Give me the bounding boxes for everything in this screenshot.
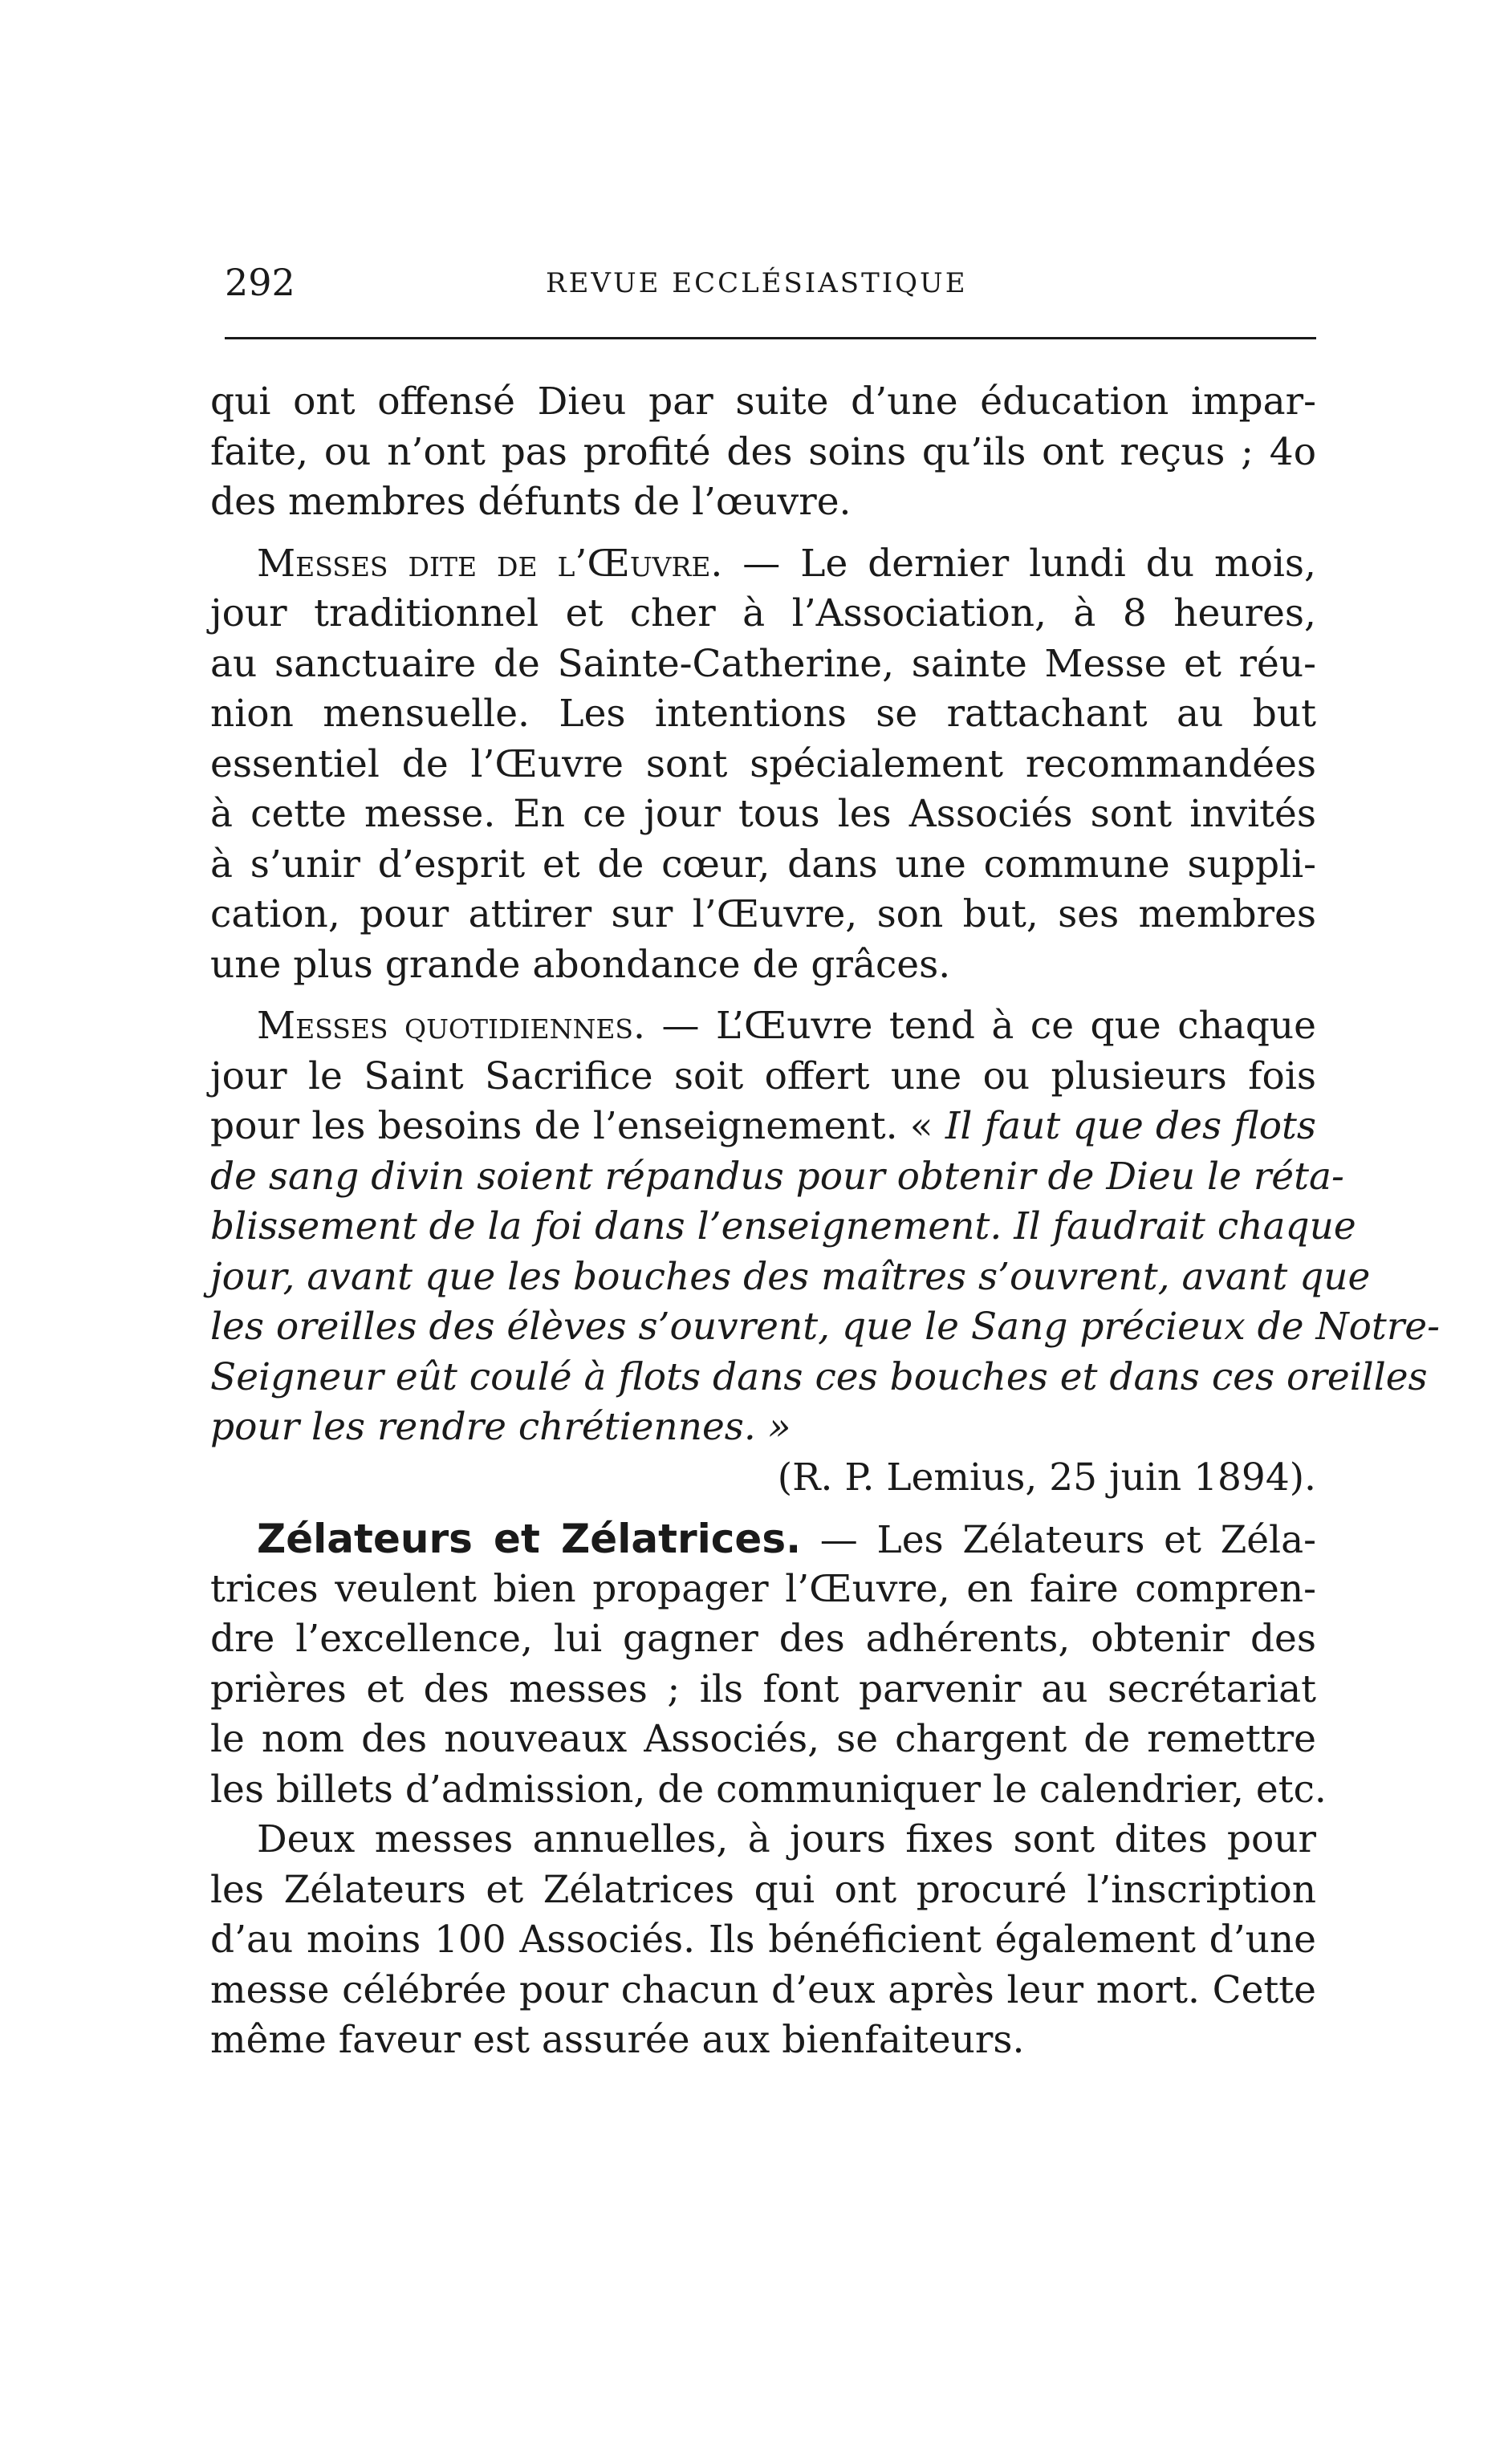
section-heading: Zélateurs et Zélatrices. — [257, 1516, 802, 1562]
text-line: au sanctuaire de Sainte-Catherine, sainte Messe et réu- — [210, 641, 1316, 686]
paragraph-deux-messes — [210, 1815, 1316, 2066]
text-span: — L’Œuvre tend à ce que chaque — [644, 1004, 1316, 1048]
section-heading: Messes quotidiennes. — [257, 1004, 645, 1048]
paragraph-messes-oeuvre — [210, 539, 1316, 991]
text-line: les Zélateurs et Zélatrices qui ont procuré l’inscription — [210, 1867, 1316, 1912]
text-line — [210, 1001, 1316, 1052]
text-line: essentiel de l’Œuvre sont spécialement recommandées — [210, 741, 1316, 786]
text-line: les billets d’admission, de communiquer le calendrier, etc. — [210, 1767, 1327, 1812]
quote-line: Seigneur eût coulé à flots dans ces bouches et dans ces oreilles — [210, 1354, 1428, 1399]
text-line: prières et des messes ; ils font parvenir au secrétariat — [210, 1666, 1316, 1711]
text-line: le nom des nouveaux Associés, se chargent de remettre — [210, 1717, 1316, 1761]
paragraph-zelateurs — [210, 1514, 1327, 1815]
text-body — [210, 377, 1440, 2066]
text-line — [210, 1102, 1316, 1152]
quote-line: les oreilles des élèves s’ouvrent, que le Sang précieux de Notre- — [210, 1305, 1440, 1349]
text-line: qui ont offensé Dieu par suite d’une éducation impar- — [210, 380, 1316, 424]
text-line: à s’unir d’esprit et de cœur, dans une commune suppli- — [210, 842, 1316, 887]
text-line — [210, 1514, 1316, 1565]
paragraph-continuation — [210, 377, 1316, 528]
text-line: même faveur est assurée aux bienfaiteurs. — [210, 2018, 1025, 2062]
quote-line: de sang divin soient répandus pour obtenir de Dieu le réta- — [210, 1154, 1344, 1199]
quote-line: blissement de la foi dans l’enseignement. Il faudrait chaque — [210, 1204, 1356, 1248]
text-line: faite, ou n’ont pas profité des soins qu’ils ont reçus ; 4o — [210, 429, 1316, 474]
quote-line: pour les rendre chrétiennes. » — [210, 1405, 791, 1449]
text-line: nion mensuelle. Les intentions se rattachant au but — [210, 692, 1316, 736]
text-span: — Les Zélateurs et Zéla- — [801, 1518, 1316, 1562]
text-span: — Le dernier lundi du mois, — [722, 541, 1316, 586]
page-number: 292 — [225, 261, 295, 304]
text-line: jour le Saint Sacrifice soit offert une ou plusieurs fois — [210, 1053, 1316, 1098]
citation: (R. P. Lemius, 25 juin 1894). — [777, 1455, 1316, 1500]
text-line: à cette messe. En ce jour tous les Associés sont invités — [210, 792, 1316, 836]
text-line — [210, 539, 1316, 590]
paragraph-gap — [210, 990, 1316, 1001]
text-line: jour traditionnel et cher à l’Association, à 8 heures, — [210, 591, 1316, 635]
quote-span: Il faut que des flots — [945, 1104, 1317, 1148]
text-line: Deux messes annuelles, à jours fixes sont dites pour — [257, 1817, 1316, 1861]
text-line: des membres défunts de l’œuvre. — [210, 480, 852, 524]
quote-line: jour, avant que les bouches des maîtres s’ouvrent, avant que — [210, 1254, 1371, 1299]
text-line: dre l’excellence, lui gagner des adhérents, obtenir des — [210, 1617, 1316, 1661]
text-span: pour les besoins de l’enseignement. « — [210, 1104, 945, 1148]
text-line: d’au moins 100 Associés. Ils bénéficient également d’une — [210, 1918, 1316, 1962]
header-rule — [225, 337, 1316, 339]
paragraph-messes-quotidiennes — [210, 1001, 1440, 1503]
page-header — [225, 258, 1316, 306]
running-title: REVUE ECCLÉSIASTIQUE — [546, 267, 968, 299]
section-heading: Messes dite de l’Œuvre. — [257, 541, 723, 586]
paragraph-gap — [210, 528, 1316, 539]
text-line: trices veulent bien propager l’Œuvre, en faire compren- — [210, 1566, 1316, 1611]
text-line: une plus grande abondance de grâces. — [210, 942, 951, 987]
text-line: cation, pour attirer sur l’Œuvre, son but, ses membres — [210, 892, 1316, 936]
paragraph-gap — [210, 1503, 1316, 1514]
text-line: messe célébrée pour chacun d’eux après leur mort. Cette — [210, 1967, 1316, 2012]
